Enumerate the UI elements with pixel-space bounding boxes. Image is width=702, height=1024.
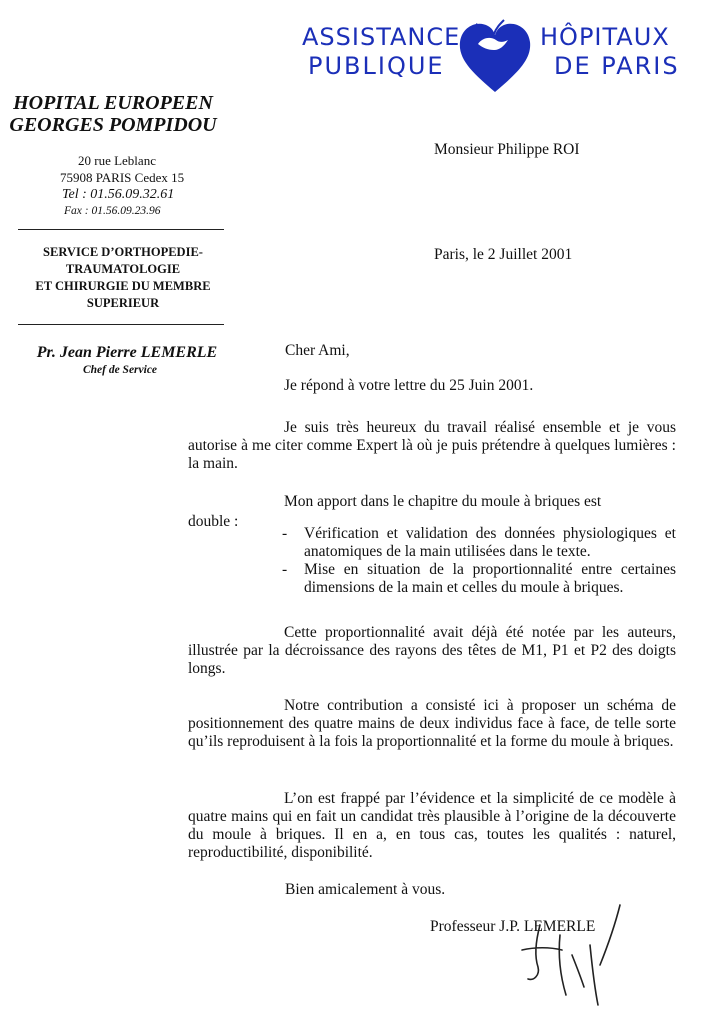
service-name	[14, 244, 232, 312]
logo-text-hopitaux: HÔPITAUX	[540, 23, 670, 51]
address-city: 75908 PARIS Cedex 15	[60, 170, 185, 185]
divider	[18, 324, 224, 325]
list-item	[280, 561, 676, 597]
paragraph-2: Je suis très heureux du travail réalisé ensemble et je vous autorise à me citer comme Expert là où je puis prétendre à quelques lumières : la main.	[188, 419, 676, 472]
recipient: Monsieur Philippe ROI	[434, 141, 580, 158]
fax: Fax : 01.56.09.23.96	[64, 205, 161, 217]
bullet-dash: -	[282, 561, 288, 578]
paragraph-3-continuation: double :	[188, 513, 239, 530]
hospital-name-line1: HOPITAL EUROPEEN	[13, 92, 213, 114]
paragraph-3: Mon apport dans le chapitre du moule à briques est	[284, 493, 602, 510]
hospital-address	[60, 152, 220, 220]
heart-bird-icon	[456, 16, 534, 96]
logo-text-publique: PUBLIQUE	[308, 52, 445, 80]
bullet-list	[280, 525, 676, 597]
handwritten-signature	[500, 895, 640, 1015]
divider	[18, 229, 224, 230]
signatory: Professeur J.P. LEMERLE	[430, 918, 596, 935]
paragraph-1: Je répond à votre lettre du 25 Juin 2001.	[284, 377, 534, 394]
service-line1: SERVICE D’ORTHOPEDIE-	[43, 245, 203, 259]
service-line4: SUPERIEUR	[86, 296, 160, 310]
logo-text-assistance: ASSISTANCE	[302, 23, 461, 51]
logo-text-de-paris: DE PARIS	[554, 52, 680, 80]
service-line2: TRAUMATOLOGIE	[65, 262, 181, 276]
bullet-text: Vérification et validation des données physiologiques et anatomiques de la main utilisées dans le texte.	[304, 525, 676, 560]
aphp-logo	[296, 16, 694, 96]
dateline: Paris, le 2 Juillet 2001	[434, 246, 573, 263]
telephone: Tel : 01.56.09.32.61	[62, 187, 175, 202]
paragraph-4: Cette proportionnalité avait déjà été notée par les auteurs, illustrée par la décroissance des rayons des têtes de M1, P1 et P2 des doigts longs.	[188, 624, 676, 677]
bullet-text: Mise en situation de la proportionnalité entre certaines dimensions de la main et celles du moule à briques.	[304, 561, 676, 596]
service-line3: ET CHIRURGIE DU MEMBRE	[35, 279, 211, 293]
hospital-name-line2: GEORGES POMPIDOU	[9, 114, 217, 136]
address-street: 20 rue Leblanc	[78, 153, 156, 168]
hospital-name	[0, 92, 226, 136]
professor-role: Chef de Service	[82, 364, 158, 376]
list-item	[280, 525, 676, 561]
salutation: Cher Ami,	[285, 342, 350, 359]
professor-name: Pr. Jean Pierre LEMERLE	[36, 344, 218, 361]
paragraph-6: L’on est frappé par l’évidence et la simplicité de ce modèle à quatre mains qui en fait un candidat très plausible à l’origine de la découverte du moule à briques. Il en a, en tous cas, toutes les qualités : naturel, reproductibilité, disponibilité.	[188, 790, 676, 861]
paragraph-5: Notre contribution a consisté ici à proposer un schéma de positionnement des quatre mains de deux individus face à face, de telle sorte qu’ils reproduisent à la fois la proportionnalité et la forme du moule à briques.	[188, 697, 676, 750]
bullet-dash: -	[282, 525, 288, 542]
closing: Bien amicalement à vous.	[285, 881, 446, 898]
